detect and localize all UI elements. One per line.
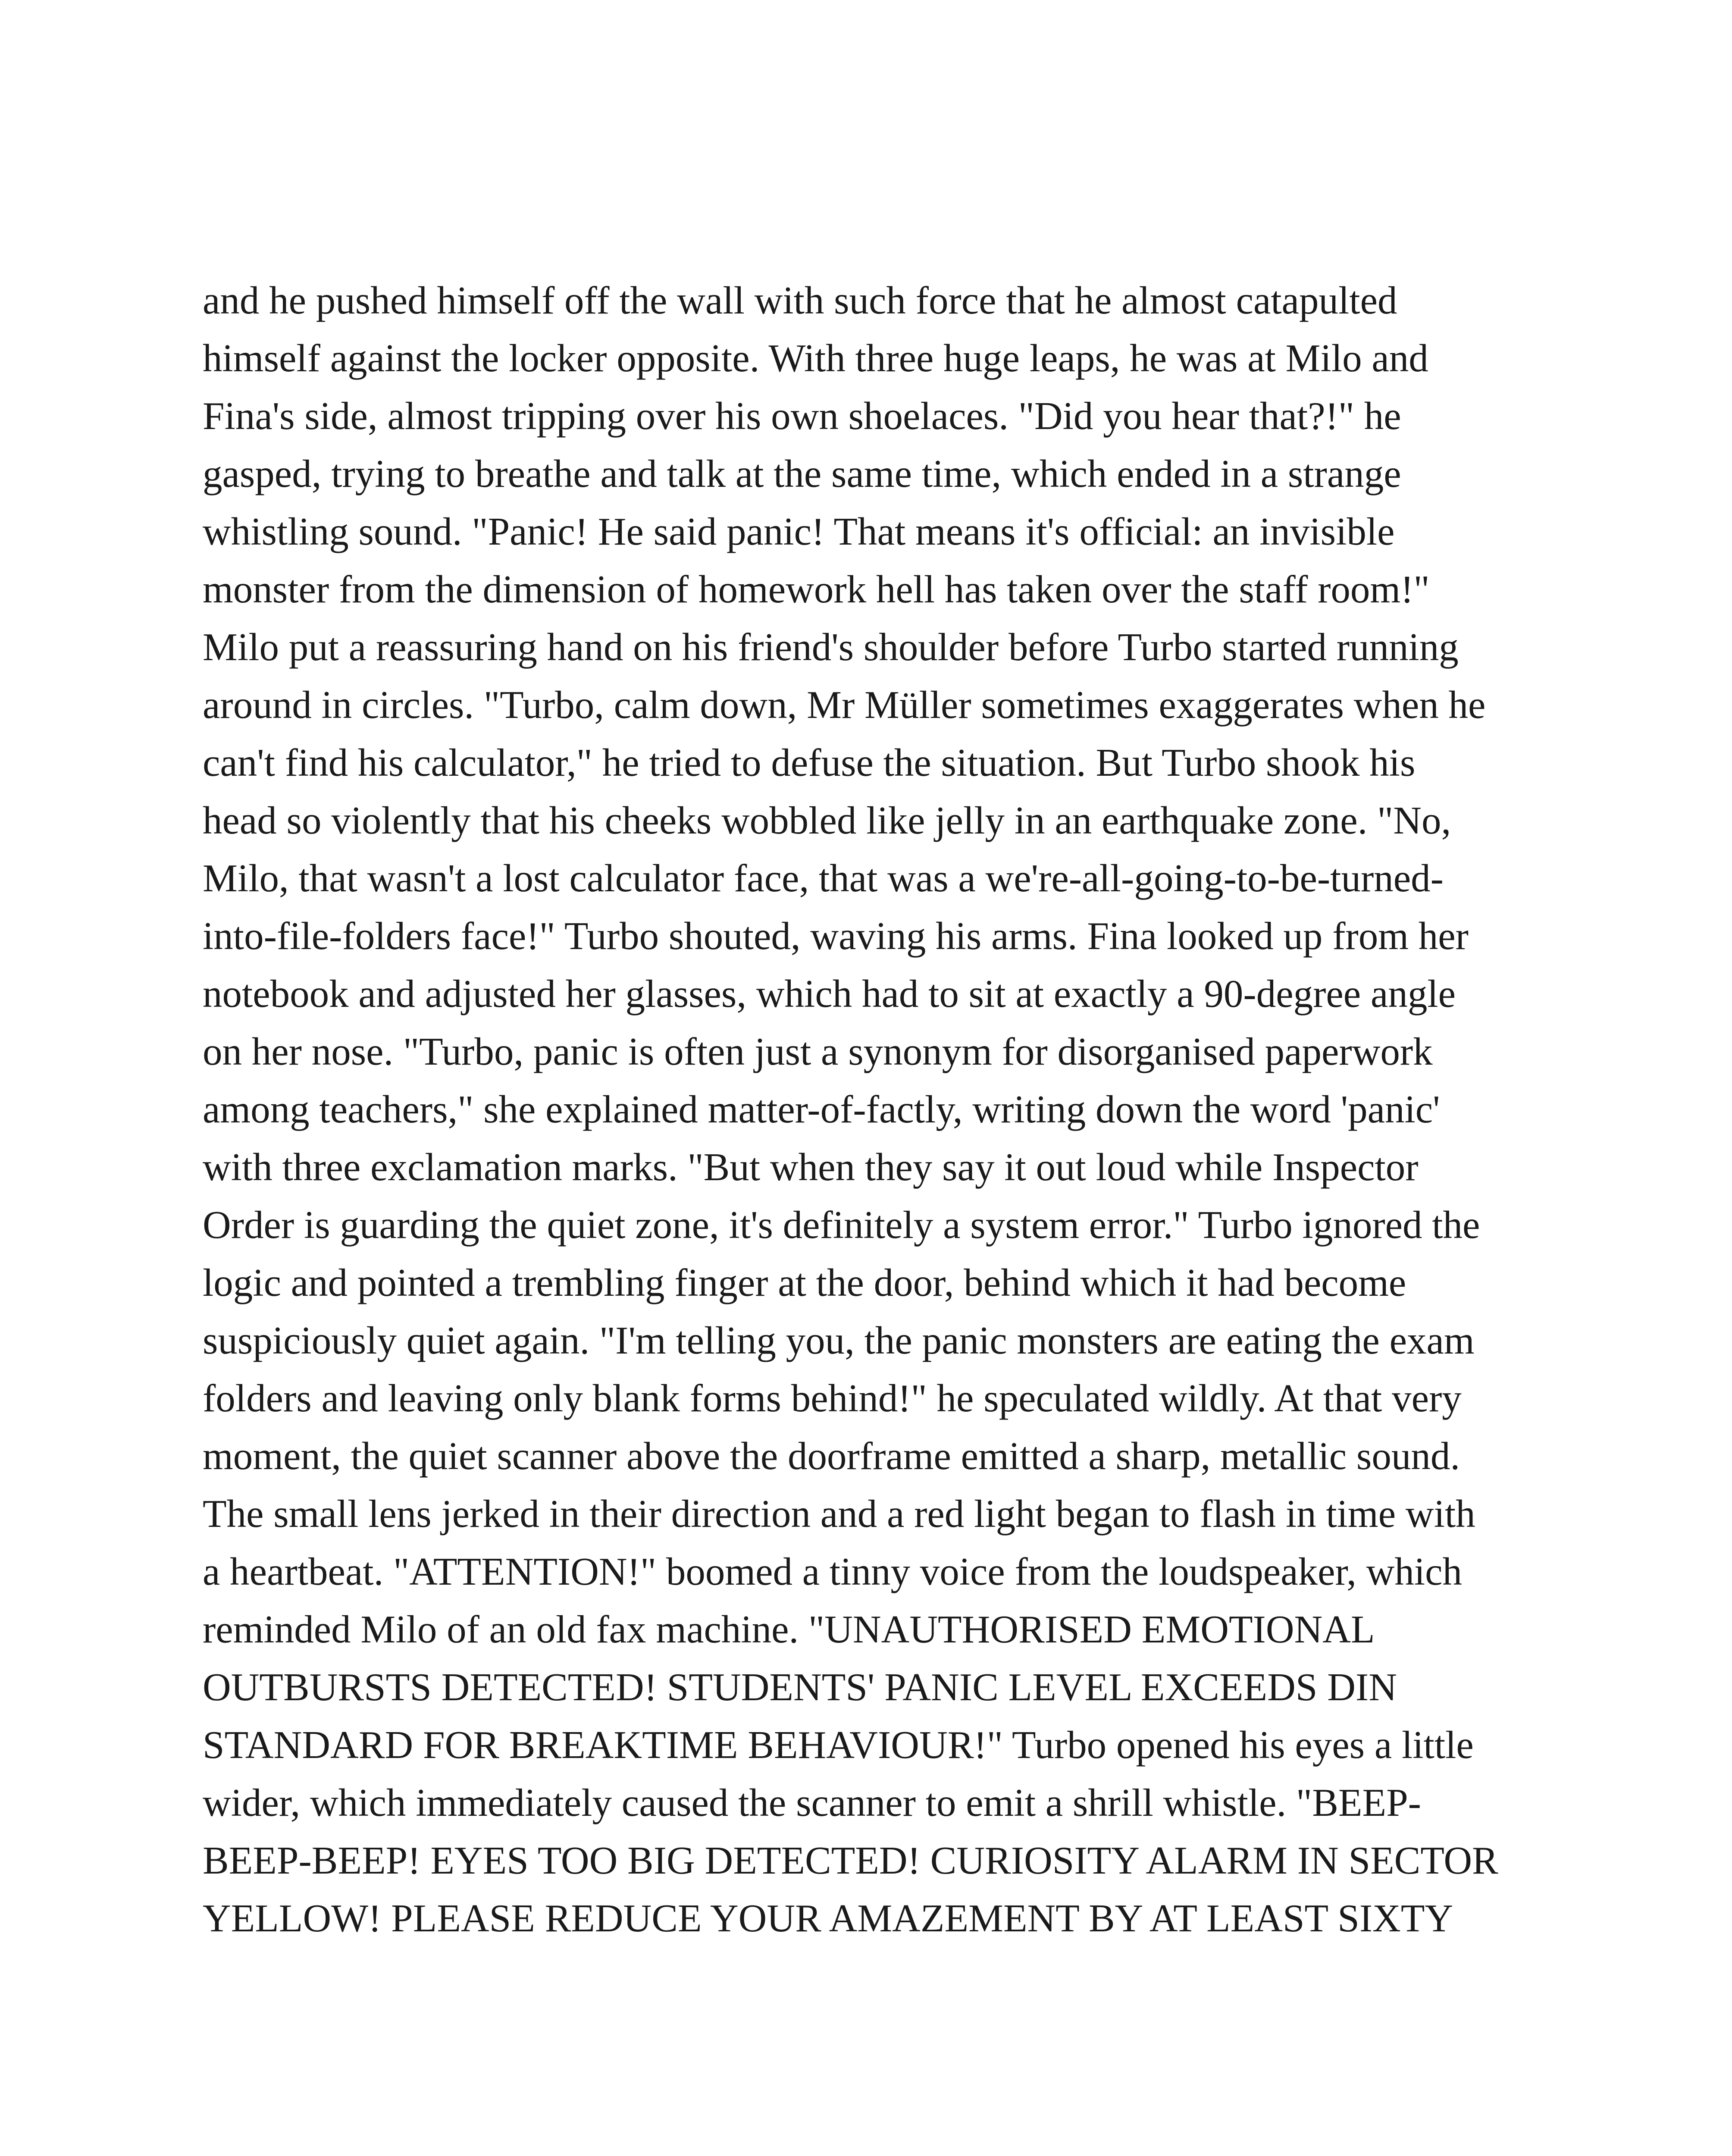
text-line: Milo, that wasn't a lost calculator face, that was a we're-all-going-to-be-turned- [203, 856, 1444, 900]
text-line: whistling sound. "Panic! He said panic! That means it's official: an invisible [203, 510, 1395, 553]
text-line: and he pushed himself off the wall with such force that he almost catapulted [203, 279, 1397, 322]
text-line: STANDARD FOR BREAKTIME BEHAVIOUR!" Turbo opened his eyes a little [203, 1723, 1474, 1767]
text-line: into-file-folders face!" Turbo shouted, waving his arms. Fina looked up from her [203, 914, 1469, 958]
text-line: logic and pointed a trembling finger at the door, behind which it had become [203, 1261, 1406, 1304]
text-line: BEEP-BEEP! EYES TOO BIG DETECTED! CURIOSITY ALARM IN SECTOR [203, 1839, 1498, 1882]
text-line: YELLOW! PLEASE REDUCE YOUR AMAZEMENT BY AT LEAST SIXTY [203, 1896, 1453, 1940]
text-line: on her nose. "Turbo, panic is often just a synonym for disorganised paperwork [203, 1030, 1433, 1073]
text-line: gasped, trying to breathe and talk at the same time, which ended in a strange [203, 452, 1401, 495]
text-line: around in circles. "Turbo, calm down, Mr Müller sometimes exaggerates when he [203, 683, 1486, 727]
text-line: folders and leaving only blank forms behind!" he speculated wildly. At that very [203, 1376, 1462, 1420]
text-line: monster from the dimension of homework hell has taken over the staff room!" [203, 567, 1430, 611]
text-line: Milo put a reassuring hand on his friend's shoulder before Turbo started running [203, 625, 1459, 669]
text-line: wider, which immediately caused the scanner to emit a shrill whistle. "BEEP- [203, 1781, 1421, 1824]
text-line: among teachers," she explained matter-of-factly, writing down the word 'panic' [203, 1087, 1440, 1131]
text-line: notebook and adjusted her glasses, which had to sit at exactly a 90-degree angle [203, 972, 1456, 1015]
text-line: Fina's side, almost tripping over his own shoelaces. "Did you hear that?!" he [203, 394, 1401, 438]
text-line: can't find his calculator," he tried to defuse the situation. But Turbo shook his [203, 741, 1416, 784]
text-line: Order is guarding the quiet zone, it's definitely a system error." Turbo ignored the [203, 1203, 1480, 1247]
text-line: reminded Milo of an old fax machine. "UNAUTHORISED EMOTIONAL [203, 1608, 1375, 1651]
text-line: suspiciously quiet again. "I'm telling you, the panic monsters are eating the exam [203, 1319, 1475, 1362]
text-line: himself against the locker opposite. With three huge leaps, he was at Milo and [203, 336, 1428, 380]
text-line: head so violently that his cheeks wobbled like jelly in an earthquake zone. "No, [203, 799, 1451, 842]
text-line: OUTBURSTS DETECTED! STUDENTS' PANIC LEVEL EXCEEDS DIN [203, 1665, 1397, 1709]
text-line: moment, the quiet scanner above the doorframe emitted a sharp, metallic sound. [203, 1434, 1460, 1478]
text-line: a heartbeat. "ATTENTION!" boomed a tinny voice from the loudspeaker, which [203, 1550, 1463, 1593]
body-text [203, 272, 1535, 1947]
text-line: The small lens jerked in their direction and a red light began to flash in time with [203, 1492, 1475, 1536]
text-line: with three exclamation marks. "But when they say it out loud while Inspector [203, 1145, 1419, 1189]
